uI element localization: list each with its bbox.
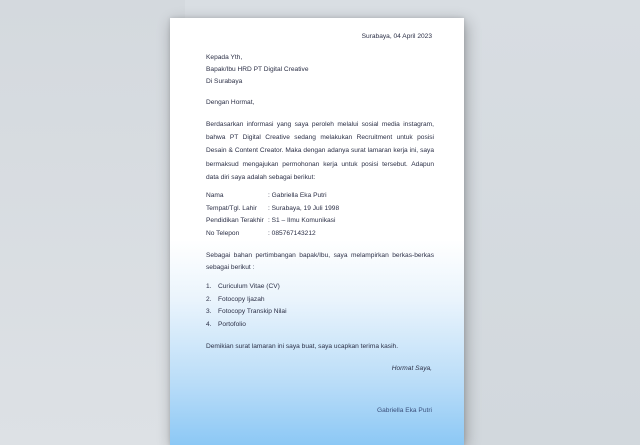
data-value: : Gabriella Eka Putri (268, 192, 327, 199)
list-text: Fotocopy Transkip Nilai (218, 308, 287, 315)
data-value: : Surabaya, 19 Juli 1998 (268, 205, 340, 212)
recipient-line-2: Bapak/Ibu HRD PT Digital Creative (206, 66, 309, 73)
list-item (206, 281, 287, 294)
salutation: Dengan Hormat, (206, 99, 255, 106)
list-item (206, 319, 287, 332)
attachment-intro: Sebagai bahan pertimbangan bapak/Ibu, saya melampirkan berkas-berkas sebagai berikut : (206, 252, 434, 271)
list-item (206, 306, 287, 319)
closing-sentence: Demikian surat lamaran ini saya buat, saya ucapkan terima kasih. (206, 343, 399, 350)
signature-name: Gabriella Eka Putri (377, 407, 432, 414)
attachment-list (206, 281, 287, 331)
list-text: Fotocopy Ijazah (218, 295, 265, 303)
list-number: 2. (206, 295, 212, 303)
list-item (206, 294, 287, 307)
data-label: Nama (206, 192, 224, 199)
list-number: 3. (206, 308, 212, 315)
data-row-birth (206, 204, 339, 214)
place-date: Surabaya, 04 April 2023 (361, 33, 432, 40)
data-row-education (206, 216, 335, 226)
data-value: : 085767143212 (268, 230, 316, 237)
data-label: Tempat/Tgl. Lahir (206, 205, 257, 212)
regards: Hormat Saya, (391, 365, 432, 372)
data-row-name (206, 191, 327, 201)
data-label: No Telepon (206, 230, 240, 237)
list-text: Portofolio (218, 320, 246, 328)
data-row-phone (206, 229, 316, 239)
background-left (0, 0, 185, 445)
intro-paragraph: Berdasarkan informasi yang saya peroleh melalui sosial media instagram, bahwa PT Digital Creative sedang melakukan Recruitment untuk posisi Desain & Content Creator. Maka dengan adanya surat lamaran kerja ini, saya bermaksud mengajukan permohonan kerja untuk posisi tersebut. Adapun data diri saya adalah sebagai berikut: (206, 121, 434, 181)
recipient-line-1: Kepada Yth, (206, 54, 243, 61)
data-value: : S1 – Ilmu Komunikasi (268, 217, 336, 224)
data-label: Pendidikan Terakhir (206, 217, 264, 224)
list-number: 1. (206, 283, 212, 290)
background-right (440, 0, 640, 445)
list-number: 4. (206, 320, 212, 328)
recipient-line-3: Di Surabaya (206, 78, 243, 85)
letter-page (170, 18, 464, 445)
list-text: Curiculum Vitae (CV) (218, 283, 280, 290)
